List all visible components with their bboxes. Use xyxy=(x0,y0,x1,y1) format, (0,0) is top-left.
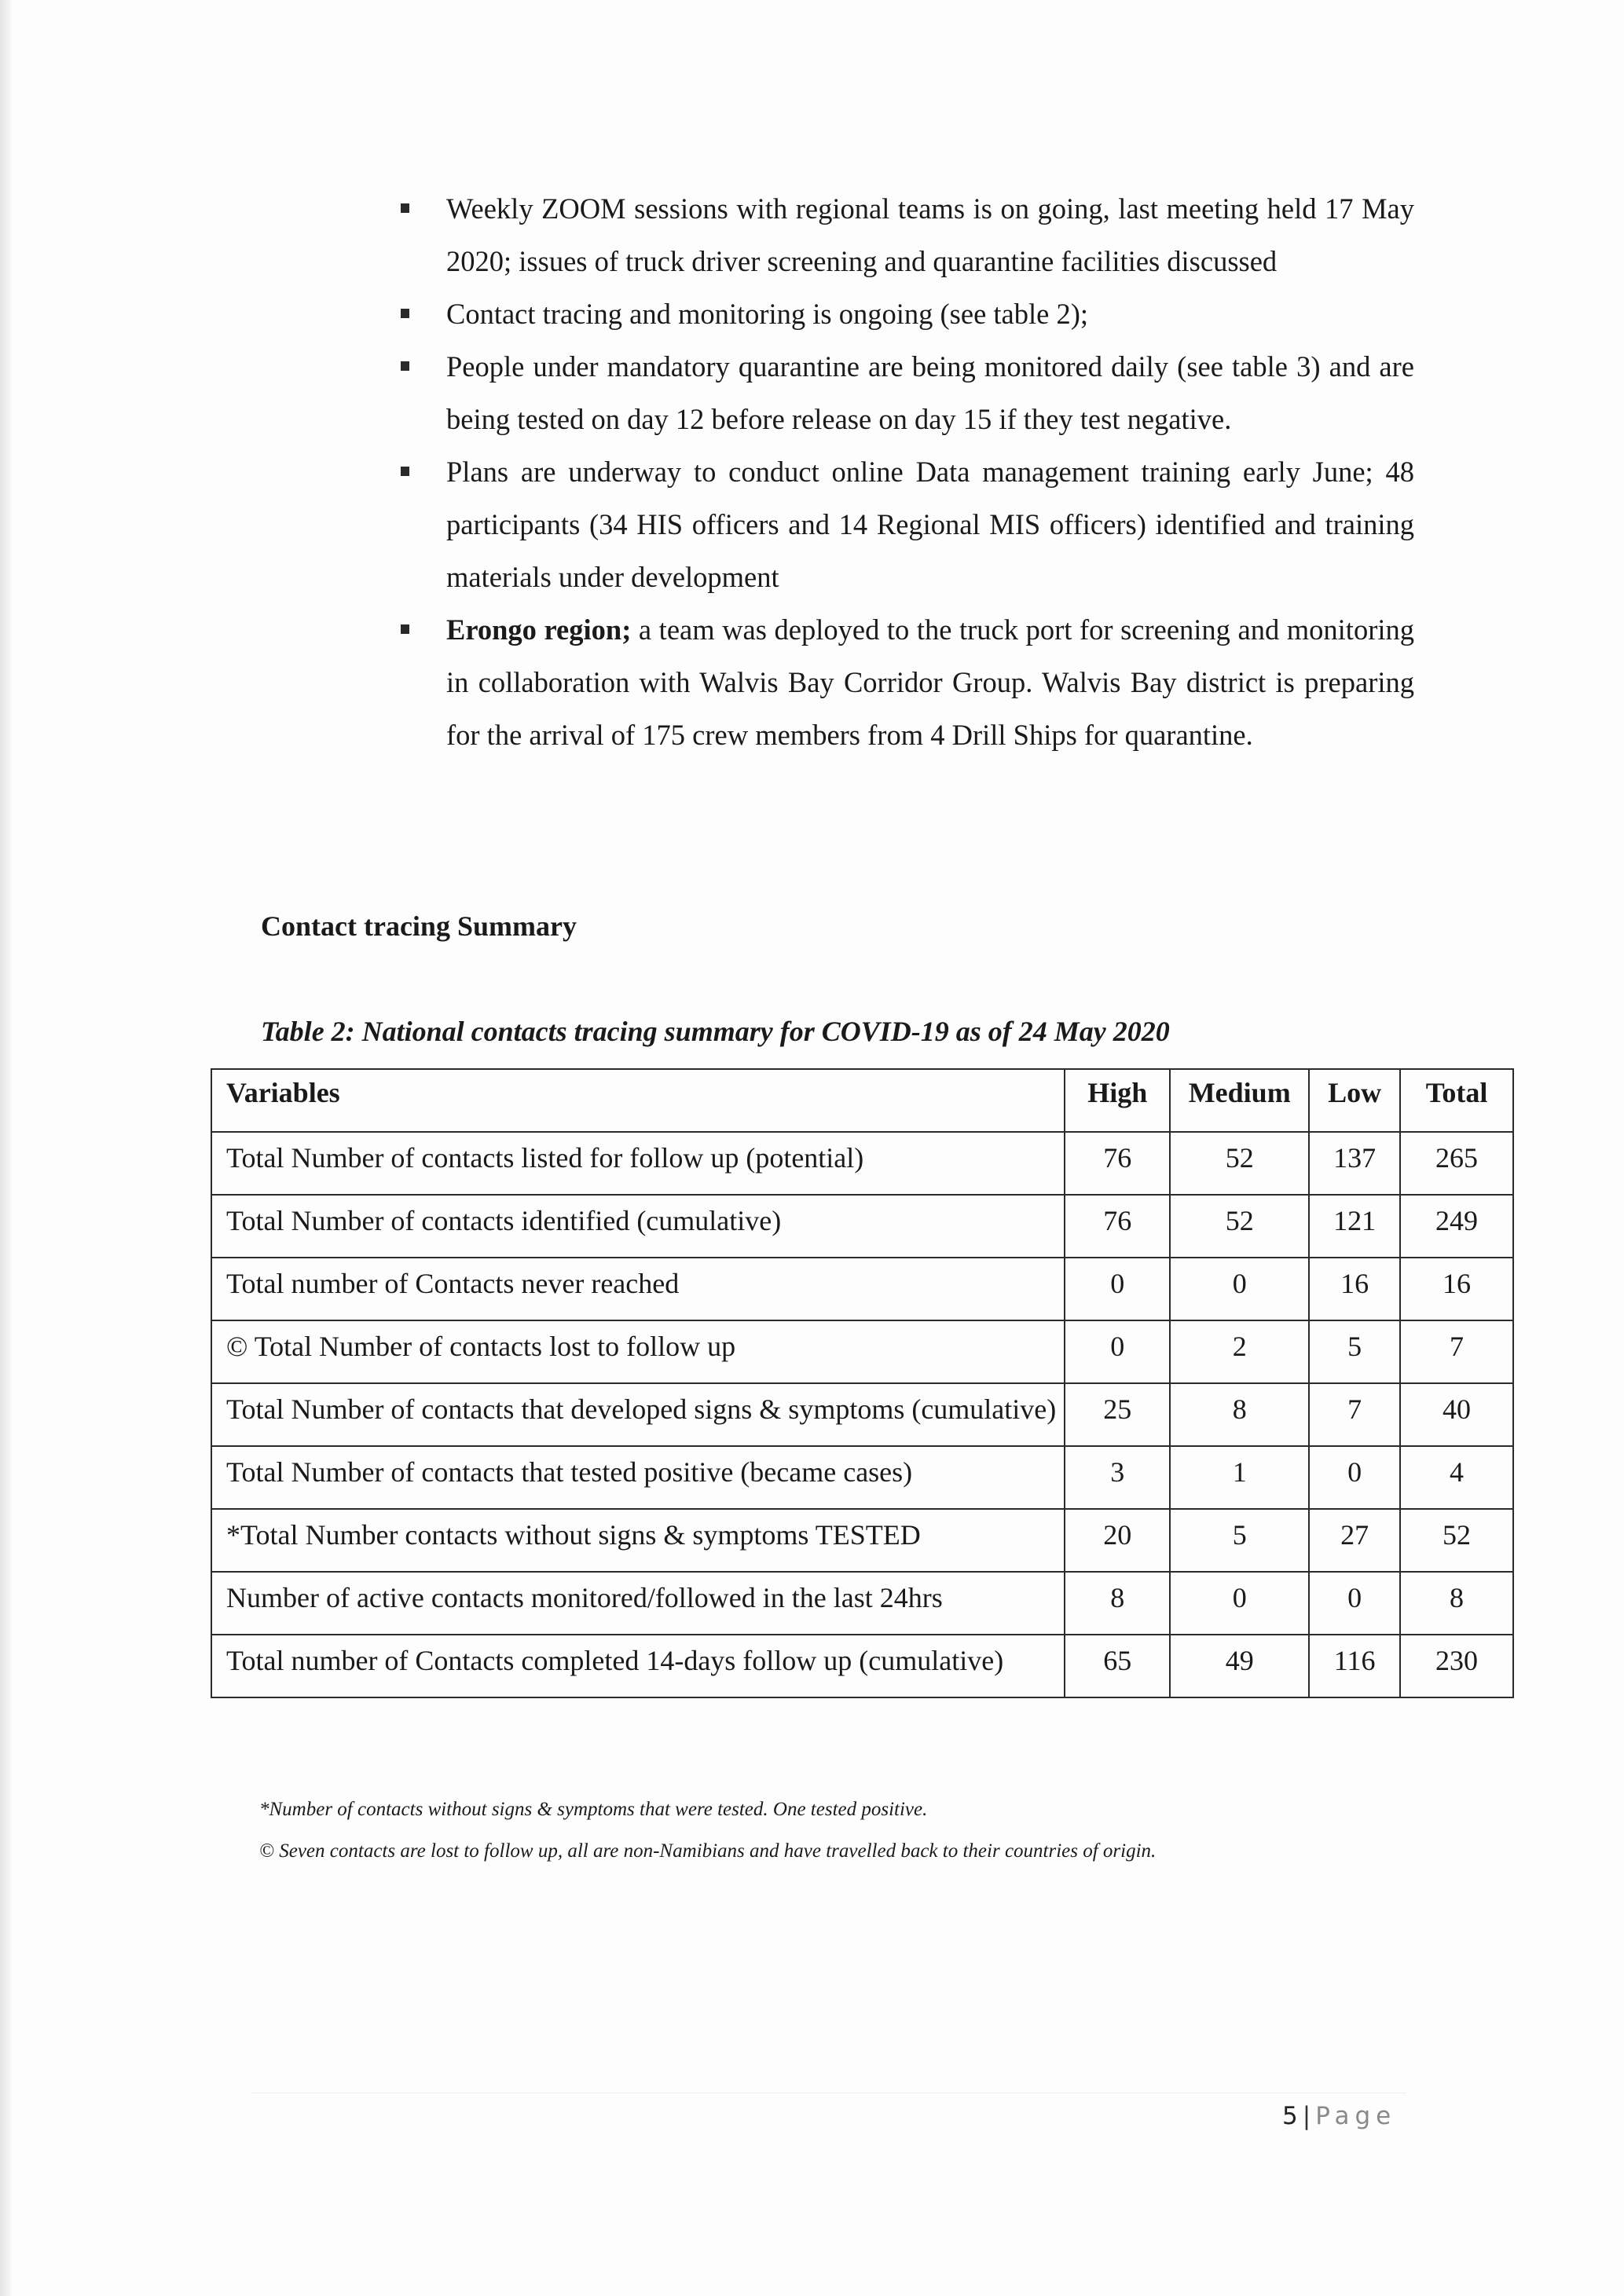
cell-medium: 0 xyxy=(1170,1258,1309,1320)
bullet-item-contact-tracing xyxy=(393,287,1414,340)
page-number xyxy=(1282,2102,1396,2130)
cell-variable: Total number of Contacts never reached xyxy=(211,1258,1065,1320)
cell-low: 0 xyxy=(1309,1446,1400,1509)
square-bullet-icon xyxy=(401,203,409,213)
column-header-high: High xyxy=(1065,1069,1170,1132)
cell-low: 121 xyxy=(1309,1195,1400,1258)
cell-medium: 8 xyxy=(1170,1383,1309,1446)
table-row xyxy=(211,1383,1513,1446)
table-row xyxy=(211,1132,1513,1195)
column-header-total: Total xyxy=(1400,1069,1513,1132)
cell-low: 27 xyxy=(1309,1509,1400,1572)
cell-medium: 2 xyxy=(1170,1320,1309,1383)
page-edge-shadow xyxy=(0,0,11,2296)
table-row xyxy=(211,1258,1513,1320)
bullet-text: Weekly ZOOM sessions with regional teams is on going, last meeting held 17 May 2020; issues of truck driver screening and quarantine facilities discussed xyxy=(446,192,1414,277)
cell-high: 3 xyxy=(1065,1446,1170,1509)
cell-medium: 49 xyxy=(1170,1635,1309,1697)
cell-variable: Total number of Contacts completed 14-days follow up (cumulative) xyxy=(211,1635,1065,1697)
bullet-text: Contact tracing and monitoring is ongoing (see table 2); xyxy=(446,298,1089,330)
column-header-medium: Medium xyxy=(1170,1069,1309,1132)
cell-high: 8 xyxy=(1065,1572,1170,1635)
cell-total: 8 xyxy=(1400,1572,1513,1635)
cell-low: 116 xyxy=(1309,1635,1400,1697)
cell-high: 0 xyxy=(1065,1320,1170,1383)
cell-variable: Total Number of contacts identified (cumulative) xyxy=(211,1195,1065,1258)
cell-high: 76 xyxy=(1065,1132,1170,1195)
square-bullet-icon xyxy=(401,467,409,476)
cell-total: 52 xyxy=(1400,1509,1513,1572)
table-row xyxy=(211,1195,1513,1258)
contacts-tracing-table xyxy=(211,1068,1514,1698)
column-header-low: Low xyxy=(1309,1069,1400,1132)
table-header-row xyxy=(211,1069,1513,1132)
square-bullet-icon xyxy=(401,309,409,318)
cell-medium: 0 xyxy=(1170,1572,1309,1635)
table-row xyxy=(211,1320,1513,1383)
bullet-text: Plans are underway to conduct online Data management training early June; 48 participants (34 HIS officers and 14 Regional MIS officers) identified and training materials under development xyxy=(446,456,1414,593)
cell-medium: 1 xyxy=(1170,1446,1309,1509)
cell-low: 5 xyxy=(1309,1320,1400,1383)
cell-total: 230 xyxy=(1400,1635,1513,1697)
square-bullet-icon xyxy=(401,624,409,634)
bullet-item-data-training xyxy=(393,445,1414,603)
cell-medium: 52 xyxy=(1170,1132,1309,1195)
cell-total: 249 xyxy=(1400,1195,1513,1258)
page-number-separator: | xyxy=(1302,2102,1311,2130)
bullet-item-erongo xyxy=(393,603,1414,761)
table-row xyxy=(211,1635,1513,1697)
cell-low: 16 xyxy=(1309,1258,1400,1320)
cell-total: 4 xyxy=(1400,1446,1513,1509)
table-caption: Table 2: National contacts tracing summary for COVID-19 as of 24 May 2020 xyxy=(261,1016,1170,1047)
cell-variable: © Total Number of contacts lost to follow up xyxy=(211,1320,1065,1383)
cell-variable: Total Number of contacts listed for follow up (potential) xyxy=(211,1132,1065,1195)
cell-total: 16 xyxy=(1400,1258,1513,1320)
column-header-variables: Variables xyxy=(211,1069,1065,1132)
cell-total: 40 xyxy=(1400,1383,1513,1446)
bullet-bold-prefix: Erongo region; xyxy=(446,613,632,646)
update-bullet-list xyxy=(393,182,1414,761)
bullet-text: People under mandatory quarantine are being monitored daily (see table 3) and are being tested on day 12 before release on day 15 if they test negative. xyxy=(446,350,1414,435)
bullet-text: a team was deployed to the truck port for screening and monitoring in collaboration with Walvis Bay Corridor Group. Walvis Bay district is preparing for the arrival of 175 crew members from 4 Drill Ships for quarantine. xyxy=(446,613,1414,751)
bullet-item-zoom-sessions xyxy=(393,182,1414,287)
cell-high: 25 xyxy=(1065,1383,1170,1446)
table-row xyxy=(211,1572,1513,1635)
table-row xyxy=(211,1509,1513,1572)
table-row xyxy=(211,1446,1513,1509)
section-heading: Contact tracing Summary xyxy=(261,910,577,942)
bullet-item-quarantine xyxy=(393,340,1414,445)
page-label: Page xyxy=(1315,2102,1397,2130)
cell-variable: Number of active contacts monitored/followed in the last 24hrs xyxy=(211,1572,1065,1635)
page-number-value: 5 xyxy=(1282,2102,1298,2130)
cell-low: 0 xyxy=(1309,1572,1400,1635)
cell-variable: *Total Number contacts without signs & symptoms TESTED xyxy=(211,1509,1065,1572)
cell-variable: Total Number of contacts that developed signs & symptoms (cumulative) xyxy=(211,1383,1065,1446)
cell-high: 20 xyxy=(1065,1509,1170,1572)
footnote-lost-to-follow-up: © Seven contacts are lost to follow up, all are non-Namibians and have travelled back to their countries of origin. xyxy=(259,1840,1157,1862)
cell-low: 137 xyxy=(1309,1132,1400,1195)
cell-total: 7 xyxy=(1400,1320,1513,1383)
cell-high: 76 xyxy=(1065,1195,1170,1258)
footnote-tested: *Number of contacts without signs & symptoms that were tested. One tested positive. xyxy=(259,1799,928,1820)
cell-medium: 52 xyxy=(1170,1195,1309,1258)
cell-low: 7 xyxy=(1309,1383,1400,1446)
square-bullet-icon xyxy=(401,361,409,371)
cell-total: 265 xyxy=(1400,1132,1513,1195)
cell-medium: 5 xyxy=(1170,1509,1309,1572)
cell-high: 0 xyxy=(1065,1258,1170,1320)
cell-variable: Total Number of contacts that tested positive (became cases) xyxy=(211,1446,1065,1509)
cell-high: 65 xyxy=(1065,1635,1170,1697)
